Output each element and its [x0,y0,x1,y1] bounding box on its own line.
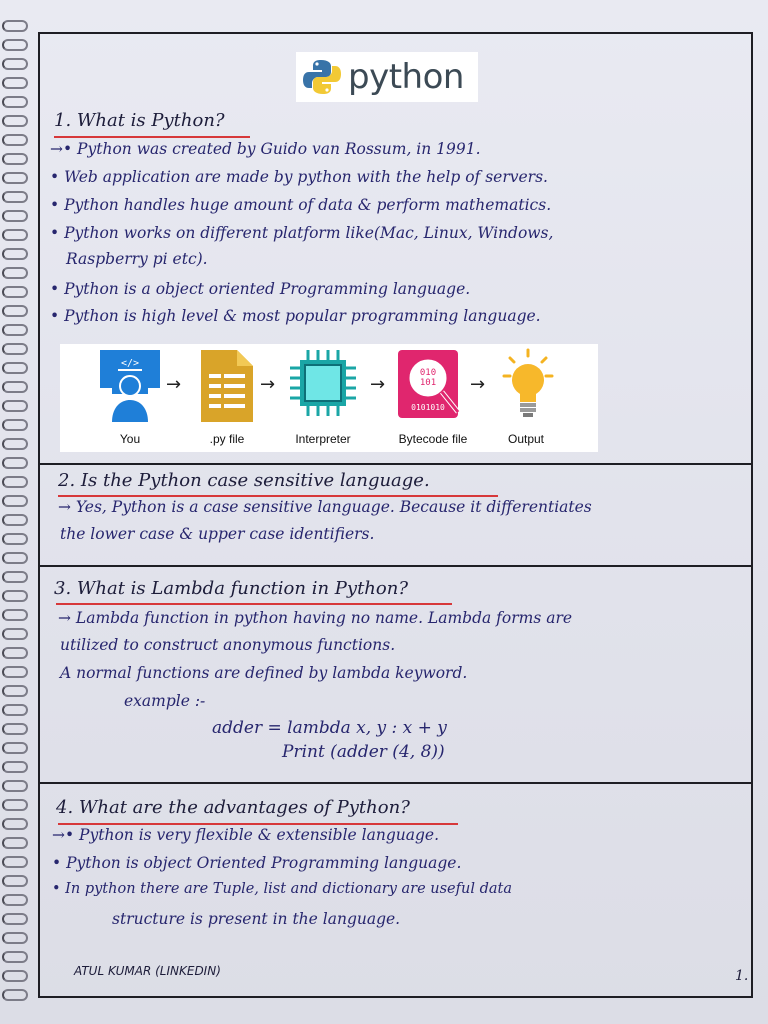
binary-search-icon [396,348,466,424]
flow-label: Bytecode file [398,432,468,446]
section-4-line: • Python is object Oriented Programming language. [52,854,462,872]
spiral-ring [2,77,28,89]
section-4-line: →• Python is very flexible & extensible language. [52,826,440,844]
light-bulb-icon [496,348,560,424]
section-1-line: • Python handles huge amount of data & perform mathematics. [50,196,552,214]
spiral-ring [2,533,28,545]
page-number: 1. [735,968,749,984]
section-4-line: structure is present in the language. [112,910,401,928]
author-signature: ATUL KUMAR (LINKEDIN) [74,964,221,978]
section-1-line: • Python is a object oriented Programming language. [50,280,471,298]
spiral-ring [2,628,28,640]
spiral-ring [2,343,28,355]
spiral-ring [2,172,28,184]
section-3-line: A normal functions are defined by lambda keyword. [60,664,468,682]
spiral-ring [2,818,28,830]
example-label: example :- [124,692,206,710]
svg-text:0101010: 0101010 [411,403,445,412]
spiral-ring [2,39,28,51]
spiral-ring [2,970,28,982]
spiral-ring [2,514,28,526]
spiral-ring [2,704,28,716]
section-4-line: • In python there are Tuple, list and dictionary are useful data [52,881,512,897]
section-4-heading: 4. What are the advantages of Python? [56,797,410,818]
heading-underline [54,136,250,138]
spiral-ring [2,495,28,507]
spiral-ring [2,799,28,811]
section-1-line: • Python works on different platform like(Mac, Linux, Windows, [50,224,554,242]
spiral-ring [2,229,28,241]
section-divider [38,782,753,784]
spiral-ring [2,989,28,1001]
python-execution-flow [60,344,598,452]
spiral-ring [2,400,28,412]
code-line: Print (adder (4, 8)) [282,742,445,762]
spiral-ring [2,761,28,773]
section-1-line: Raspberry pi etc). [66,250,208,268]
spiral-ring [2,590,28,602]
spiral-ring [2,913,28,925]
spiral-ring [2,780,28,792]
svg-text:010: 010 [419,368,437,378]
code-line: adder = lambda x, y : x + y [212,718,447,738]
arrow-icon: → [370,374,386,395]
spiral-ring [2,571,28,583]
spiral-ring [2,837,28,849]
document-icon [197,348,257,424]
spiral-ring [2,20,28,32]
processor-chip-icon [288,348,356,424]
spiral-ring [2,647,28,659]
section-2-heading: 2. Is the Python case sensitive language. [58,470,430,491]
spiral-ring [2,742,28,754]
user-at-computer-icon [98,348,162,424]
heading-underline [56,603,452,605]
flow-label: Interpreter [295,432,351,446]
spiral-binding [0,20,26,1010]
python-snake-icon [302,57,342,97]
section-3-line: → Lambda function in python having no name. Lambda forms are [58,609,573,627]
spiral-ring [2,723,28,735]
spiral-ring [2,381,28,393]
spiral-ring [2,666,28,678]
spiral-ring [2,894,28,906]
python-logo [296,52,478,102]
spiral-ring [2,58,28,70]
arrow-icon: → [166,374,182,395]
spiral-ring [2,210,28,222]
spiral-ring [2,267,28,279]
flow-label: Output [507,432,545,446]
spiral-ring [2,115,28,127]
arrow-icon: → [260,374,276,395]
spiral-ring [2,685,28,697]
spiral-ring [2,438,28,450]
spiral-ring [2,134,28,146]
spiral-ring [2,552,28,564]
logo-wordmark: python [348,57,464,97]
spiral-ring [2,476,28,488]
flow-label: .py file [209,432,245,446]
spiral-ring [2,153,28,165]
section-2-line: the lower case & upper case identifiers. [60,525,375,543]
spiral-ring [2,856,28,868]
section-1-heading: 1. What is Python? [54,110,225,131]
spiral-ring [2,457,28,469]
arrow-icon: → [470,374,486,395]
section-divider [38,565,753,567]
spiral-ring [2,305,28,317]
spiral-ring [2,96,28,108]
section-1-line: →• Python was created by Guido van Rossum, in 1991. [50,140,481,158]
svg-text:</>: </> [120,358,140,369]
spiral-ring [2,609,28,621]
section-2-line: → Yes, Python is a case sensitive language. Because it differentiates [58,498,592,516]
spiral-ring [2,191,28,203]
svg-text:101: 101 [419,378,437,388]
section-3-line: utilized to construct anonymous functions. [60,636,396,654]
spiral-ring [2,875,28,887]
spiral-ring [2,362,28,374]
flow-label: You [119,432,141,446]
spiral-ring [2,951,28,963]
spiral-ring [2,248,28,260]
section-1-line: • Python is high level & most popular programming language. [50,307,541,325]
heading-underline [58,823,458,825]
spiral-ring [2,324,28,336]
section-1-line: • Web application are made by python with the help of servers. [50,168,548,186]
heading-underline [58,495,498,497]
spiral-ring [2,286,28,298]
spiral-ring [2,932,28,944]
section-divider [38,463,753,465]
spiral-ring [2,419,28,431]
section-3-heading: 3. What is Lambda function in Python? [54,578,408,599]
